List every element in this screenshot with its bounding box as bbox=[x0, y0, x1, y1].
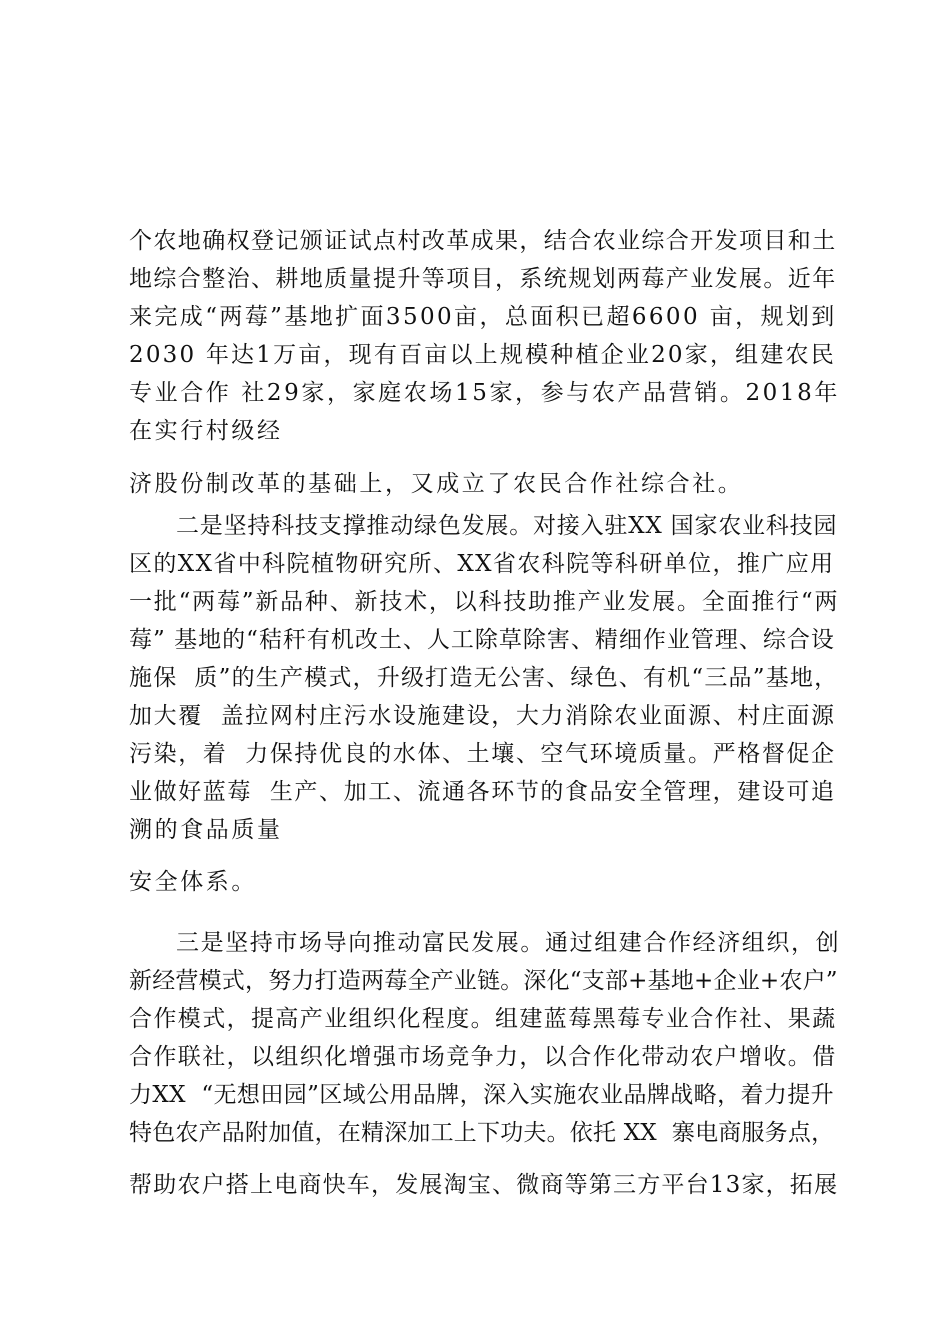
text-line: 帮助农户搭上电商快车，发展淘宝、微商等第三方平台13家，拓展 bbox=[129, 1172, 839, 1198]
text-line: 一批“两莓”新品种、新技术，以科技助推产业发展。全面推行“两 bbox=[129, 589, 840, 615]
text-line: 业做好蓝莓 生产、加工、流通各环节的食品安全管理，建设可追 bbox=[129, 779, 836, 805]
text-line: 力XX “无想田园”区域公用品牌，深入实施农业品牌战略，着力提升 bbox=[129, 1082, 835, 1108]
text-line: 溯的食品质量 bbox=[129, 817, 283, 843]
text-line: 个农地确权登记颁证试点村改革成果，结合农业综合开发项目和土 bbox=[129, 228, 837, 254]
text-line: 污染，着 力保持优良的水体、土壤、空气环境质量。严格督促企 bbox=[129, 741, 836, 767]
text-line: 加大覆 盖拉网村庄污水设施建设，大力消除农业面源、村庄面源 bbox=[129, 703, 836, 729]
text-line: 来完成“两莓”基地扩面3500亩，总面积已超6600 亩，规划到 bbox=[129, 304, 837, 330]
text-line: 合作模式，提高产业组织化程度。组建蓝莓黑莓专业合作社、果蔬 bbox=[129, 1006, 837, 1032]
text-line: 在实行村级经 bbox=[129, 418, 283, 444]
text-line: 新经营模式，努力打造两莓全产业链。深化“支部+基地+企业+农户” bbox=[129, 968, 838, 994]
paragraph-start-line: 二是坚持科技支撑推动绿色发展。对接入驻XX 国家农业科技园 bbox=[176, 513, 838, 539]
text-line: 施保 质”的生产模式，升级打造无公害、绿色、有机“三品”基地， bbox=[129, 665, 839, 691]
text-line: 特色农产品附加值，在精深加工上下功夫。依托 XX 寨电商服务点， bbox=[129, 1120, 835, 1146]
text-line: 安全体系。 bbox=[129, 869, 257, 895]
text-line: 2030 年达1万亩，现有百亩以上规模种植企业20家，组建农民 bbox=[129, 342, 836, 368]
text-line: 专业合作 社29家，家庭农场15家，参与农产品营销。2018年 bbox=[129, 380, 840, 406]
text-line: 济股份制改革的基础上，又成立了农民合作社综合社。 bbox=[129, 471, 744, 497]
text-line: 地综合整治、耕地质量提升等项目，系统规划两莓产业发展。近年 bbox=[129, 266, 837, 292]
text-line: 区的XX省中科院植物研究所、XX省农科院等科研单位，推广应用 bbox=[129, 551, 835, 577]
text-line: 莓” 基地的“秸秆有机改土、人工除草除害、精细作业管理、综合设 bbox=[129, 627, 835, 653]
text-line: 合作联社，以组织化增强市场竞争力，以合作化带动农户增收。借 bbox=[129, 1044, 837, 1070]
paragraph-start-line: 三是坚持市场导向推动富民发展。通过组建合作经济组织，创 bbox=[176, 930, 841, 956]
